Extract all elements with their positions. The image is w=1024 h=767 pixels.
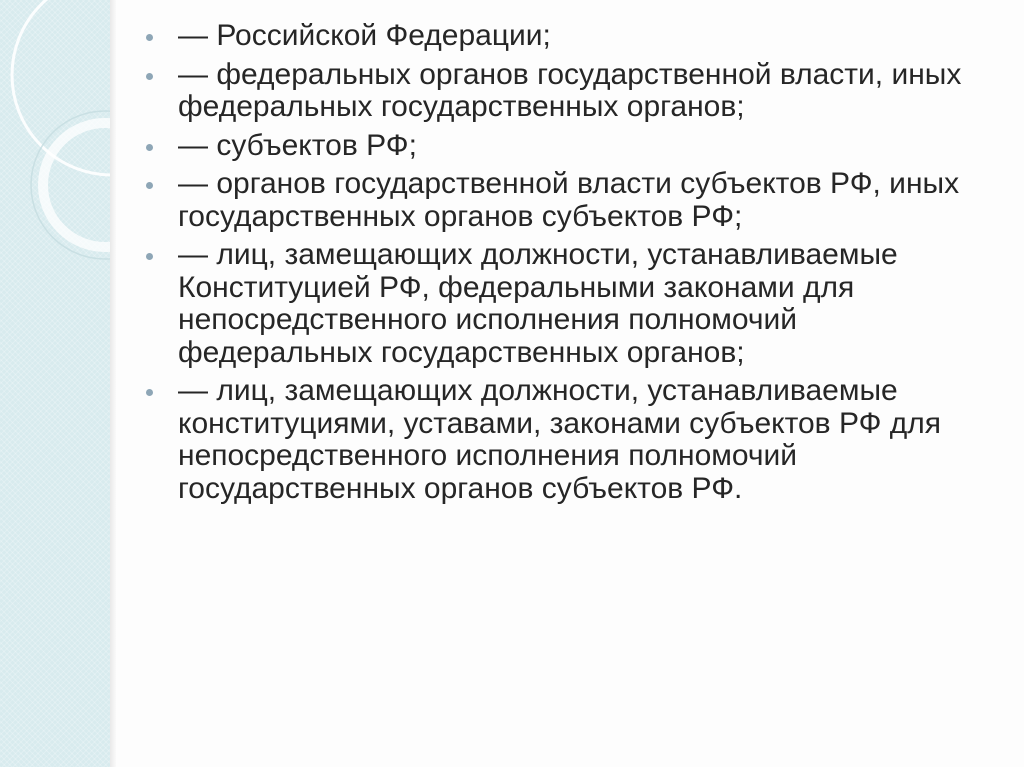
bullet-icon: [146, 144, 153, 151]
bullet-text: — лиц, замещающих должности, устанавливаемые Конституцией РФ, федеральными законами для непосредственного исполнения полномочий федеральных государственных органов;: [178, 238, 898, 369]
bullet-item: [146, 20, 996, 53]
bullet-text: — органов государственной власти субъектов РФ, иных государственных органов субъектов РФ;: [178, 167, 960, 233]
slide-content: [146, 20, 996, 511]
bullet-text: — лиц, замещающих должности, устанавливаемые конституциями, уставами, законами субъектов РФ для непосредственного исполнения полномочий государственных органов субъектов РФ.: [178, 374, 942, 505]
bullet-list: [146, 20, 996, 505]
bullet-text: — Российской Федерации;: [178, 19, 551, 52]
bullet-item: [146, 130, 996, 163]
bullet-text: — федеральных органов государственной власти, иных федеральных государственных органов;: [178, 57, 962, 123]
bullet-item: [146, 239, 996, 369]
bullet-item: [146, 59, 996, 124]
decorative-rings-icon: [0, 0, 110, 767]
bullet-icon: [146, 389, 153, 396]
bullet-item: [146, 168, 996, 233]
bullet-icon: [146, 182, 153, 189]
bullet-icon: [146, 34, 153, 41]
panel-divider: [110, 0, 116, 767]
decorative-side-panel: [0, 0, 110, 767]
bullet-icon: [146, 253, 153, 260]
bullet-icon: [146, 73, 153, 80]
bullet-text: — субъектов РФ;: [178, 128, 417, 162]
bullet-item: [146, 375, 996, 505]
